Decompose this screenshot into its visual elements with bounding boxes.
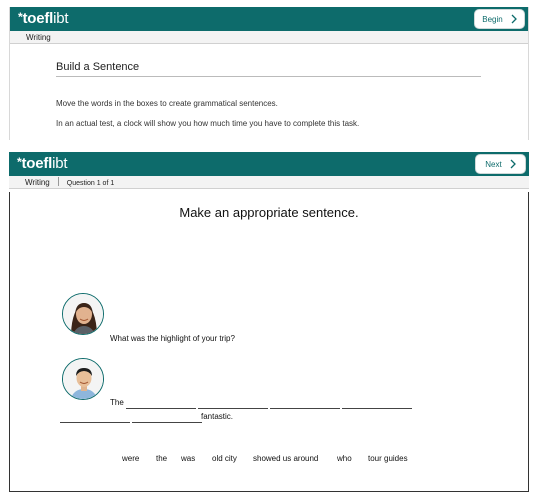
section-label: Writing bbox=[25, 178, 50, 187]
answer-suffix: fantastic. bbox=[201, 412, 234, 421]
man-avatar bbox=[62, 358, 104, 400]
instruction-text: Move the words in the boxes to create grammatical sentences. bbox=[56, 99, 278, 108]
word-tile[interactable]: the bbox=[156, 454, 168, 463]
clock-note-text: In an actual test, a clock will show you how much time you have to complete this task. bbox=[56, 119, 360, 128]
header-bar bbox=[9, 152, 529, 176]
intro-screen bbox=[9, 7, 529, 140]
word-tile[interactable]: showed us around bbox=[253, 454, 319, 463]
answer-prefix: The bbox=[110, 398, 124, 407]
page-title: Build a Sentence bbox=[56, 61, 140, 73]
answer-blank-4[interactable] bbox=[342, 408, 412, 409]
chevron-right-icon bbox=[510, 159, 516, 169]
word-tile[interactable]: old city bbox=[212, 454, 237, 463]
chevron-right-icon bbox=[511, 14, 517, 24]
answer-blank-2[interactable] bbox=[198, 408, 268, 409]
answer-blank-1[interactable] bbox=[126, 408, 196, 409]
word-tile[interactable]: was bbox=[181, 454, 196, 463]
divider bbox=[58, 177, 59, 186]
section-bar bbox=[9, 176, 529, 189]
begin-button[interactable]: Begin bbox=[474, 9, 525, 29]
toefl-ibt-logo: *toeflibt bbox=[18, 10, 69, 27]
asterisk-icon: * bbox=[17, 155, 22, 169]
toefl-ibt-logo: *toeflibt bbox=[17, 155, 68, 172]
word-tile[interactable]: tour guides bbox=[368, 454, 408, 463]
asterisk-icon: * bbox=[18, 10, 23, 24]
question-text: What was the highlight of your trip? bbox=[110, 334, 235, 343]
task-frame bbox=[9, 192, 529, 492]
answer-blank-3[interactable] bbox=[270, 408, 340, 409]
section-label: Writing bbox=[26, 33, 51, 42]
task-screen bbox=[9, 152, 529, 492]
header-bar bbox=[10, 7, 528, 31]
word-tile[interactable]: were bbox=[122, 454, 140, 463]
answer-blank-6[interactable] bbox=[132, 422, 202, 423]
task-title: Make an appropriate sentence. bbox=[179, 205, 359, 220]
next-button[interactable]: Next bbox=[475, 154, 526, 174]
question-counter: Question 1 of 1 bbox=[66, 180, 115, 187]
word-tile[interactable]: who bbox=[337, 454, 352, 463]
answer-blank-5[interactable] bbox=[60, 422, 130, 423]
woman-avatar bbox=[62, 293, 104, 335]
section-bar bbox=[10, 31, 528, 44]
title-divider bbox=[56, 76, 481, 77]
